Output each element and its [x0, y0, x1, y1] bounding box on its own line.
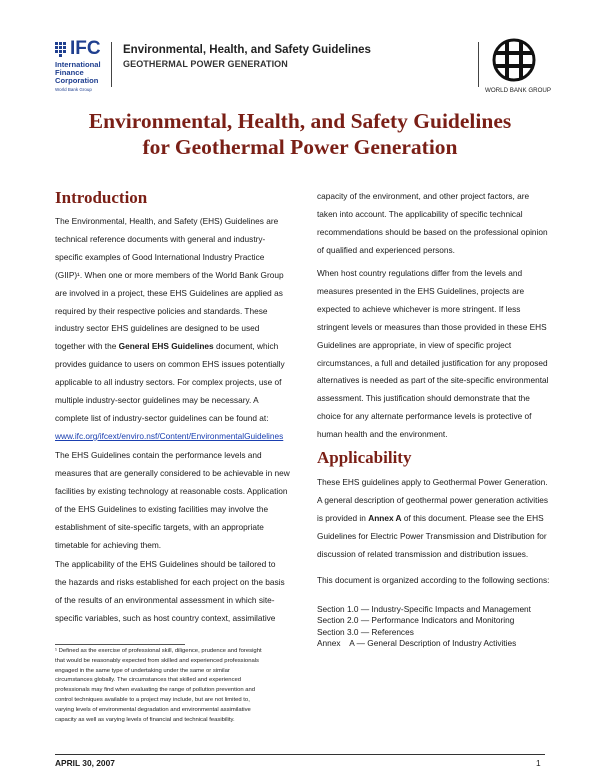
- text-line: provides guidance to users on common EHS issues potentially: [55, 359, 285, 370]
- footnote-line: engaged in the same type of undertaking under the same or similar: [55, 667, 230, 674]
- text-line: complete list of industry-sector guidelines can be found at:: [55, 412, 269, 423]
- header-title: Environmental, Health, and Safety Guidelines: [123, 44, 371, 56]
- ifc-tagline: World Bank Group: [55, 86, 92, 92]
- footnote-line: circumstances globally. The circumstances that skilled and experienced: [55, 677, 242, 684]
- world-bank-label: WORLD BANK GROUP: [485, 87, 552, 94]
- ifc-name: [55, 61, 115, 86]
- section-list-item: Section 2.0 — Performance Indicators and Monitoring: [317, 615, 515, 626]
- text-line: applicable to all industry sectors. For complex projects, use of: [55, 377, 282, 388]
- annex-a-ref: Annex A: [368, 512, 402, 523]
- text-line: industry sector EHS guidelines are designed to be used: [55, 323, 260, 334]
- text-line: capacity of the environment, and other project factors, are: [317, 191, 530, 201]
- guidelines-link[interactable]: www.ifc.org/ifcext/enviro.nsf/Content/EnvironmentalGuidelines: [55, 430, 284, 441]
- footnote-line: professionals may find when evaluating the range of pollution prevention and: [55, 687, 256, 694]
- text-line: A general description of geothermal power generation activities: [317, 494, 549, 505]
- ifc-name-line: Finance: [55, 68, 84, 78]
- footnote-line: control techniques available to a project may include, but are not limited to,: [55, 696, 250, 703]
- text-line: specific examples of Good International Industry Practice: [55, 251, 265, 262]
- world-bank-globe-icon: [485, 38, 543, 82]
- text-line: measures presented in the EHS Guidelines, projects are: [317, 285, 525, 296]
- footnote-line: that would be reasonably expected from skilled and experienced professionals: [55, 657, 260, 664]
- introduction-paragraph-3: [55, 556, 285, 628]
- text-span: of this document. Please see the EHS: [401, 512, 544, 523]
- text-line: assessment. This justification should demonstrate that the: [317, 393, 530, 404]
- text-line: establishment of site-specific targets, with an appropriate: [55, 521, 264, 532]
- footnote-line: varying levels of environmental degradation and environmental assimilative: [55, 706, 251, 713]
- text-line: facilities by existing technology at reasonable costs. Application: [55, 485, 288, 496]
- footnote-line: ¹ Defined as the exercise of professional skill, diligence, prudence and foresight: [55, 648, 262, 654]
- text-line: circumstances, a full and detailed justification for any proposed: [317, 357, 548, 368]
- section-list-item: Section 1.0 — Industry-Specific Impacts and Management: [317, 604, 531, 614]
- text-line: of the results of an environmental assessment in which site-: [55, 594, 275, 605]
- footnote-separator: [55, 644, 185, 645]
- header-divider: [111, 42, 112, 87]
- text-line: expected to achieve whichever is more stringent. If less: [317, 303, 521, 314]
- text-line: When host country regulations differ from the levels and: [317, 268, 523, 278]
- section-list-item: Section 3.0 — References: [317, 626, 414, 637]
- right-paragraph-2: [317, 265, 549, 444]
- introduction-paragraph-2: [55, 447, 290, 554]
- text-line: (GIIP)¹. When one or more members of the World Bank Group: [55, 269, 284, 280]
- ifc-name-line: Corporation: [55, 76, 99, 86]
- text-line: discussion of related transmission and distribution issues.: [317, 548, 529, 559]
- text-line: [317, 510, 548, 528]
- text-line: stringent levels or measures than those provided in these EHS: [317, 321, 547, 332]
- ifc-letters: IFC: [70, 38, 101, 59]
- text-line: These EHS guidelines apply to Geothermal Power Generation.: [317, 477, 548, 487]
- world-bank-logo: [485, 38, 552, 94]
- section-list: [317, 604, 531, 650]
- text-line: [55, 338, 285, 356]
- ifc-name-line: International: [55, 60, 101, 69]
- text-span: document, which: [213, 341, 279, 352]
- organized-line: This document is organized according to the following sections:: [317, 575, 550, 585]
- text-line: human health and the environment.: [317, 429, 448, 440]
- text-line: the hazards and risks established for each project on the basis: [55, 576, 285, 587]
- text-line: The Environmental, Health, and Safety (EHS) Guidelines are: [55, 216, 279, 226]
- header-subtitle: GEOTHERMAL POWER GENERATION: [123, 59, 288, 69]
- ifc-dots-icon: [55, 41, 69, 57]
- right-paragraph-1: [317, 188, 548, 260]
- text-line: recommendations should be based on the professional opinion: [317, 226, 548, 237]
- text-line: Guidelines are appropriate, in view of specific project: [317, 339, 512, 350]
- text-line: The EHS Guidelines contain the performance levels and: [55, 450, 262, 460]
- footer-date: APRIL 30, 2007: [55, 758, 115, 768]
- applicability-heading: Applicability: [317, 448, 412, 467]
- text-span: is provided in: [317, 512, 369, 523]
- text-span: together with the: [55, 341, 119, 352]
- text-line: taken into account. The applicability of specific technical: [317, 208, 523, 219]
- general-ehs-guidelines-ref: General EHS Guidelines: [118, 341, 214, 352]
- introduction-heading: Introduction: [55, 188, 148, 207]
- text-line: The applicability of the EHS Guidelines should be tailored to: [55, 559, 276, 569]
- text-line: specific variables, such as host country context, assimilative: [55, 612, 276, 623]
- document-title: [0, 108, 600, 160]
- text-line: timetable for achieving them.: [55, 539, 162, 550]
- text-line: technical reference documents with general and industry-: [55, 233, 266, 244]
- text-line: are involved in a project, these EHS Guidelines are applied as: [55, 287, 283, 298]
- footer-rule: [55, 754, 545, 755]
- introduction-paragraph-1: [55, 213, 285, 446]
- section-list-item: Annex A — General Description of Industry Activities: [317, 638, 517, 649]
- text-line: measures that are generally considered to be achievable in new: [55, 467, 290, 478]
- applicability-paragraph: [317, 474, 548, 564]
- header-divider-right: [478, 42, 479, 87]
- text-line: Guidelines for Electric Power Transmission and Distribution for: [317, 530, 547, 541]
- ifc-logo: [55, 38, 115, 90]
- text-line: alternatives is needed as part of the site-specific environmental: [317, 375, 549, 386]
- text-line: multiple industry-sector guidelines may be necessary. A: [55, 395, 259, 406]
- text-line: required by their respective policies and standards. These: [55, 305, 268, 316]
- document-title-line: Environmental, Health, and Safety Guidelines: [88, 109, 512, 133]
- document-title-line: for Geothermal Power Generation: [142, 135, 458, 159]
- text-line: choice for any alternate performance levels is protective of: [317, 411, 532, 422]
- footnote-line: capacity as well as varying levels of financial and technical feasibility.: [55, 716, 235, 723]
- text-line: of the EHS Guidelines to existing facilities may involve the: [55, 503, 269, 514]
- footnote: [55, 647, 295, 725]
- page-number: 1: [536, 758, 541, 768]
- text-line: of qualified and experienced persons.: [317, 244, 455, 255]
